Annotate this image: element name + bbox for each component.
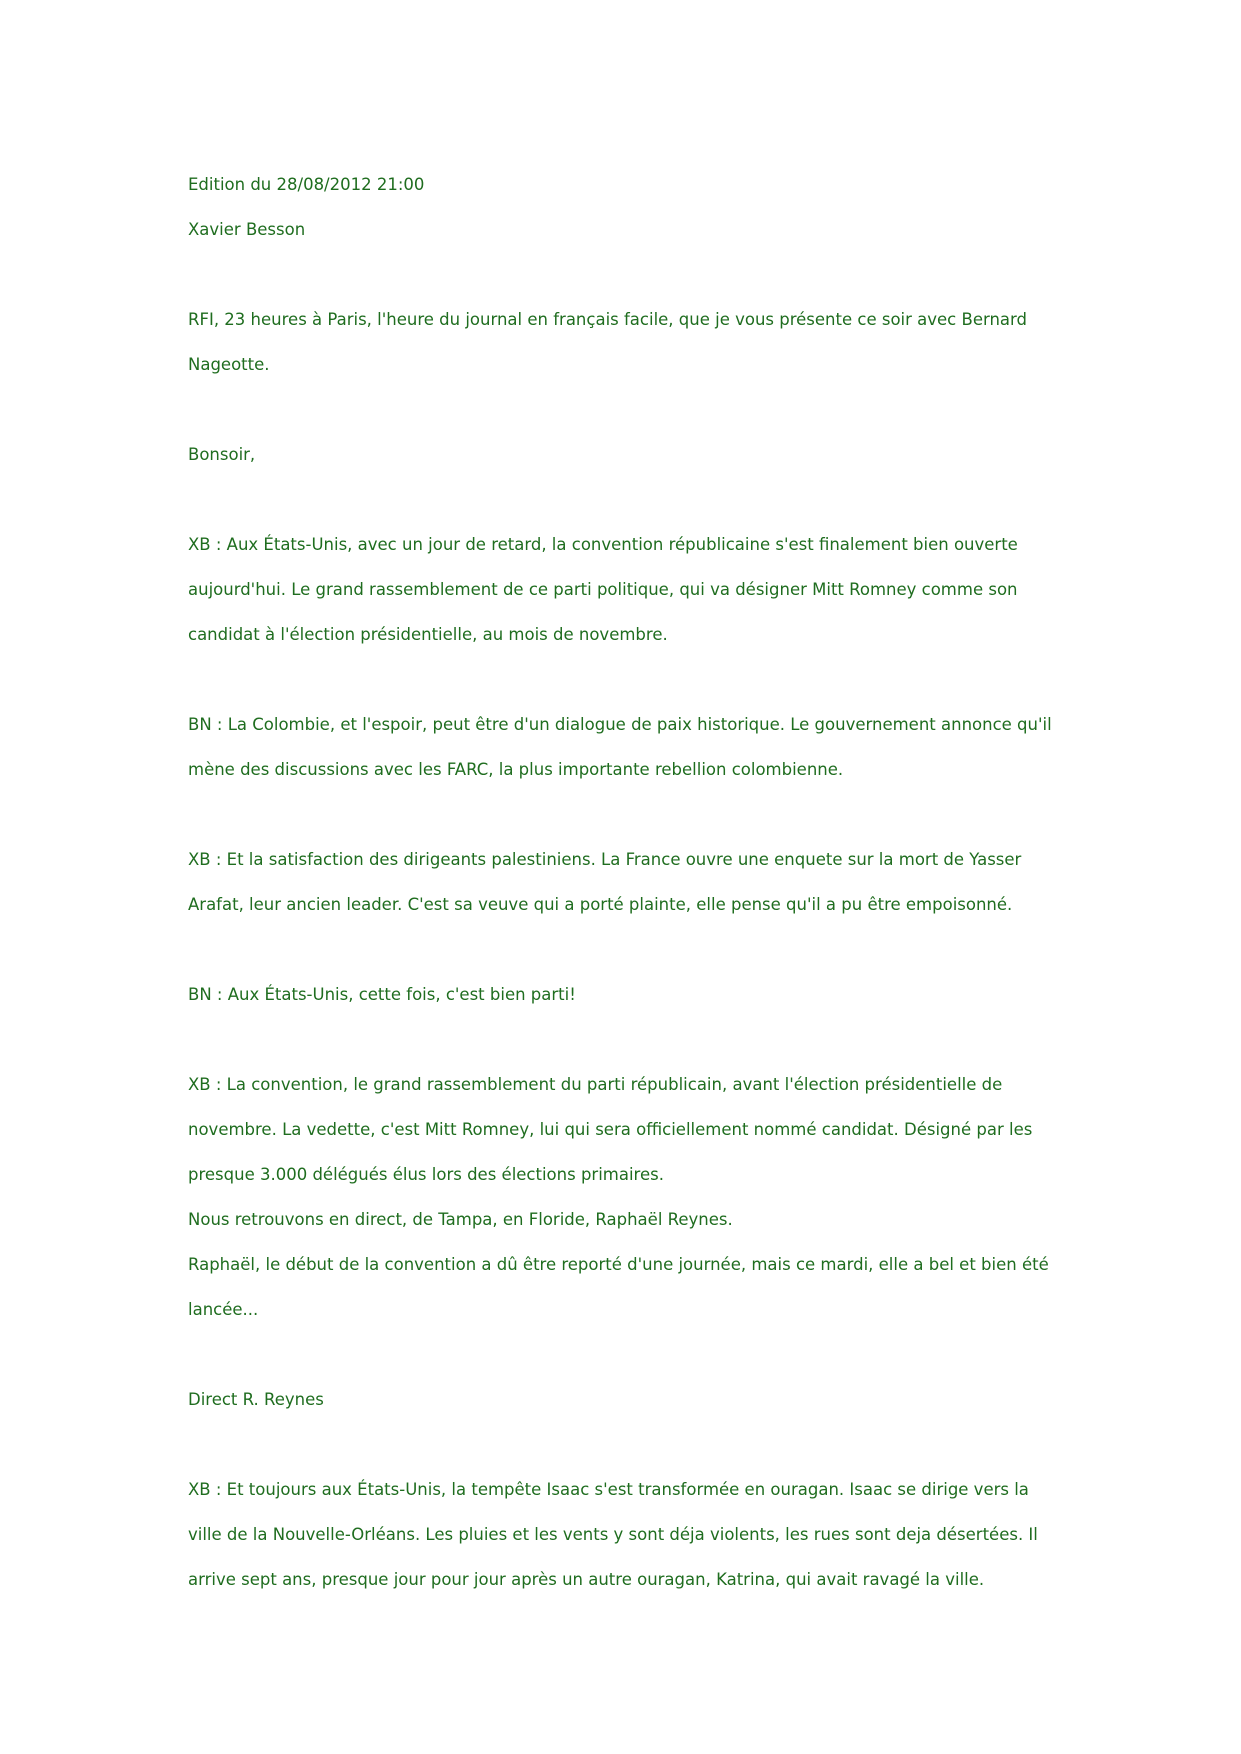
intro-line: Nageotte. — [188, 355, 270, 374]
story-convention-line: lancée... — [188, 1300, 259, 1319]
greeting-line: Bonsoir, — [188, 445, 256, 464]
story-hurricane-line: XB : Et toujours aux États-Unis, la tempête Isaac s'est transformée en ouragan. Isaac se dirige vers la — [188, 1480, 1029, 1499]
headline-usa-line: XB : Aux États-Unis, avec un jour de retard, la convention républicaine s'est finalement bien ouverte — [188, 535, 1018, 554]
headline-colombia-line: BN : La Colombie, et l'espoir, peut être d'un dialogue de paix historique. Le gouvernement annonce qu'il — [188, 715, 1052, 734]
story-hurricane-line: ville de la Nouvelle-Orléans. Les pluies et les vents y sont déja violents, les rues sont deja désertées. Il — [188, 1525, 1038, 1544]
headline-palestine-line: XB : Et la satisfaction des dirigeants palestiniens. La France ouvre une enquete sur la mort de Yasser — [188, 850, 1022, 869]
story-convention-line: Nous retrouvons en direct, de Tampa, en Floride, Raphaël Reynes. — [188, 1210, 733, 1229]
author-line: Xavier Besson — [188, 220, 306, 239]
headline-colombia-line: mène des discussions avec les FARC, la plus importante rebellion colombienne. — [188, 760, 844, 779]
headline-usa-line: candidat à l'élection présidentielle, au mois de novembre. — [188, 625, 668, 644]
story-convention-line: XB : La convention, le grand rassemblement du parti républicain, avant l'élection présidentielle de — [188, 1075, 1003, 1094]
headline-palestine-line: Arafat, leur ancien leader. C'est sa veuve qui a porté plainte, elle pense qu'il a pu être empoisonné. — [188, 895, 1013, 914]
edition-line: Edition du 28/08/2012 21:00 — [188, 175, 425, 194]
live-segment-line: Direct R. Reynes — [188, 1390, 324, 1409]
story-convention-line: presque 3.000 délégués élus lors des élections primaires. — [188, 1165, 664, 1184]
story-convention-line: novembre. La vedette, c'est Mitt Romney, lui qui sera officiellement nommé candidat. Désigné par les — [188, 1120, 1033, 1139]
intro-line: RFI, 23 heures à Paris, l'heure du journal en français facile, que je vous présente ce soir avec Bernard — [188, 310, 1027, 329]
story-convention-line: Raphaël, le début de la convention a dû être reporté d'une journée, mais ce mardi, elle a bel et bien été — [188, 1255, 1049, 1274]
headline-usa-line: aujourd'hui. Le grand rassemblement de ce parti politique, qui va désigner Mitt Romney comme son — [188, 580, 1018, 599]
transition-line: BN : Aux États-Unis, cette fois, c'est bien parti! — [188, 985, 576, 1004]
story-hurricane-line: arrive sept ans, presque jour pour jour après un autre ouragan, Katrina, qui avait ravagé la ville. — [188, 1570, 985, 1589]
